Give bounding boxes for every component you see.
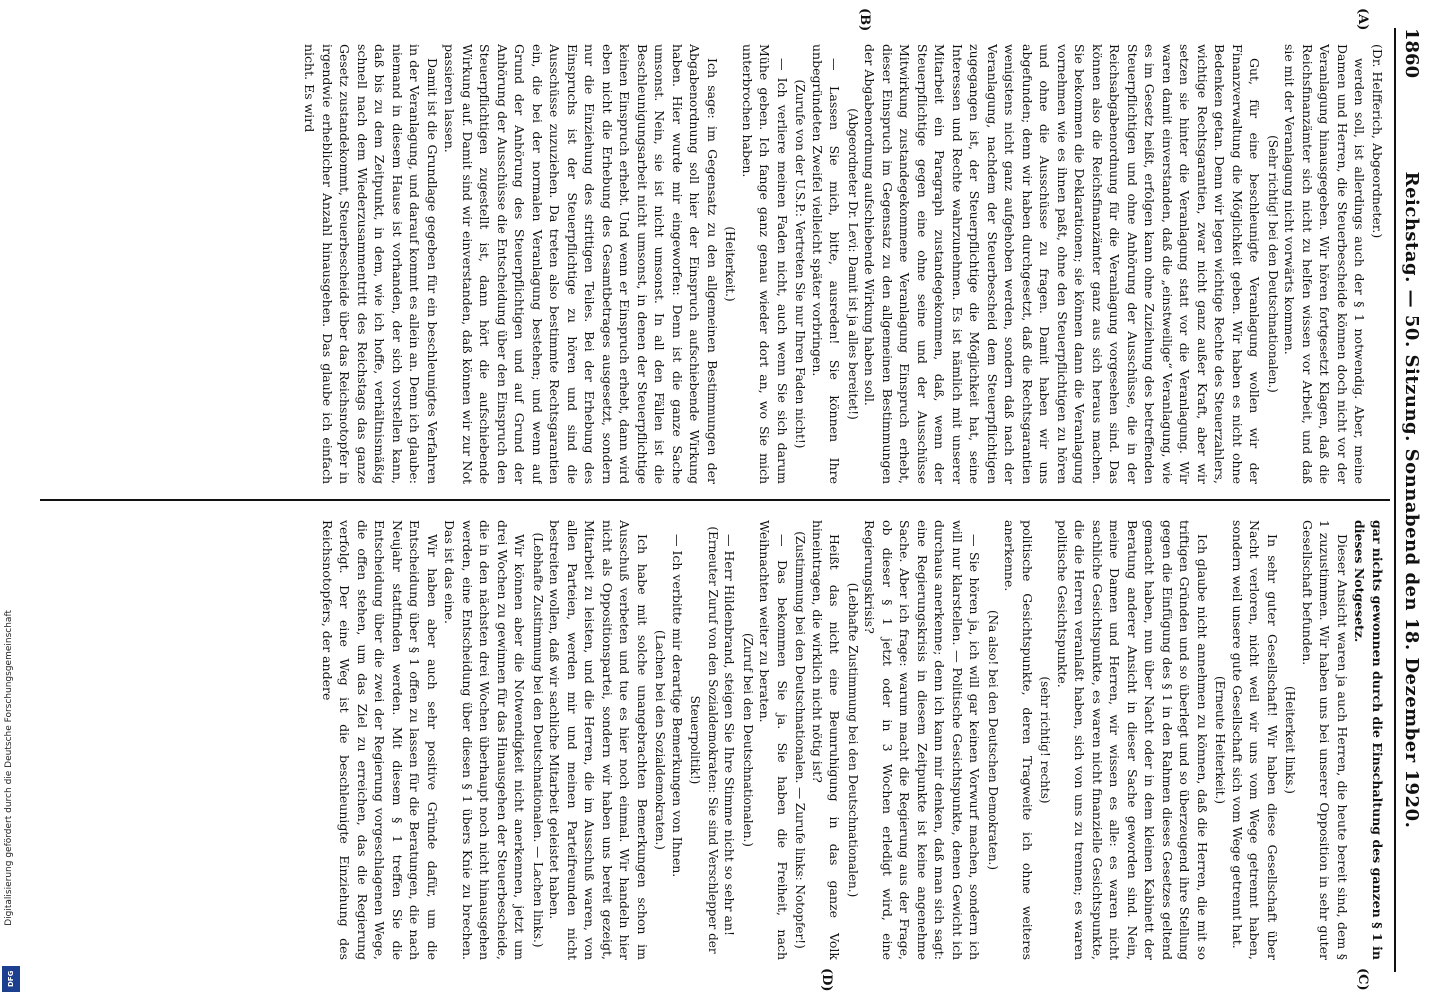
paragraph: Gut, für eine beschleunigte Veranlagung wollen wir der Finanzverwaltung die Möglichkeit geben. Wir haben es nicht ohne Bedenken getan. Denn wir legen wichtige Rechte des Steuerzahlers, wichtige Rechtsgarantien, zwar nicht ganz außer Kraft, aber wir setzen sie hinter die Veranlagung statt vor die Veranlagung. Wir waren damit einverstanden, daß die „einstweilige“ Veranlagung, wie es im Gesetz heißt, erfolgen kann ohne Zuziehung des betreffenden Steuerpflichtigen und ohne Anhörung der Ausschüsse, die in der Reichsabgabenordnung für die Veranlagung vorgesehen sind. Das können also die Reichsfinanzämter ganz aus sich heraus machen. Sie bekommen die Deklarationen; sie können dann die Veranlagung vornehmen wie es ihnen paßt, ohne den Steuerpflichtigen zu hören und ohne die Ausschüsse zu fragen. Damit haben wir uns abgefunden; denn wir haben durchgesetzt, daß die Rechtsgarantien wenigstens nicht ganz aufgehoben werden, sondern daß nach der Veranlagung, nachdem der Steuerbescheid dem Steuerpflichtigen zugegangen ist, der Steuerpflichtige die Möglichkeit hat, seine Interessen und Rechte wahrzunehmen. Es ist nämlich mit unserer Mitarbeit ein Paragraph zustandegekommen, daß, wenn der Steuerpflichtige gegen eine ohne seine und der Ausschüsse Mitwirkung zustandegekommene Veranlagung Einspruch erhebt, dieser Einspruch im Gegensatz zu den allgemeinen Bestimmungen der Abgabenordnung aufschiebende Wirkung haben soll. bbox=[862, 44, 1263, 484]
interjection: (Lebhafte Zustimmung bei den Deutschnationalen.) bbox=[846, 582, 860, 898]
interjection: (Abgeordneter Dr. Levi: Damit ist ja alles bereitet!) bbox=[846, 108, 860, 420]
interjection: (Heiterkeit links.) bbox=[1283, 686, 1298, 794]
paragraph: Damit ist die Grundlage gegeben für ein beschleunigtes Verfahren in der Veranlagung, und darauf kommt es allein an. Denn ich glaube: niemand in diesem Hause ist vorhanden, der sich vorstellen kann, daß bis zu dem Zeitpunkt, in dem, wie ich hoffe, verhältnismäßig schnell nach dem Wiederzusammentritt des Reichstags das ganze Gesetz zustandekommt, Steuerbescheide über das Reichsnotopfer in irgendwie erheblicher Anzahl hinausgehen. Das glaube ich einfach nicht. Es wird bbox=[302, 44, 440, 484]
paragraph: politische Gesichtspunkte, deren Tragweite ich ohne weiteres anerkenne. bbox=[1002, 520, 1035, 960]
margin-letter-b: (B) bbox=[857, 8, 872, 32]
running-head: Reichstag. — 50. Sitzung. Sonnabend den 18. Dezember 1920. bbox=[1401, 171, 1422, 829]
margin-letter-c: (C) bbox=[1355, 968, 1370, 991]
paragraph: — Lassen Sie mich, bitte, ausreden! Sie können Ihre unbegründeten Zweifel vielleicht später vorbringen. bbox=[810, 44, 843, 484]
page-header bbox=[1394, 28, 1426, 972]
dfg-logo: DFG bbox=[2, 966, 20, 992]
paragraph: — Sie hören ja, ich will gar keinen Vorwurf machen, sondern ich will nur klarstellen. — Politische Gesichtspunkte, denen Gewicht ich durchaus anerkenne; denn ich kann mir denken, daß man sich sagt: eine Regierungskrisis in diesem Zeitpunkte ist keine angenehme Sache. Aber ich frage: warum macht die Regierung aus der Frage, ob dieser § 1 jetzt oder in 3 Wochen erledigt wird, eine Regierungskrisis? bbox=[862, 520, 983, 960]
interjection: (Lachen bei den Sozialdemokraten.) bbox=[653, 630, 668, 850]
document-page bbox=[20, 0, 1434, 1000]
page-number: 1860 bbox=[1401, 28, 1422, 79]
speaker-line: (Dr. Helfferich, Abgeordneter.) bbox=[1370, 44, 1385, 239]
margin-letter-a: (A) bbox=[1355, 8, 1370, 31]
paragraph: — Das bekommen Sie ja. Sie haben die Freiheit, nach Weihnachten weiter zu beraten. bbox=[757, 520, 790, 960]
paragraph: Ich habe mit solche unangebrachten Bemerkungen schon im Ausschuß verbeten und tue es hier noch einmal. Wir handeln hier nicht als Oppositionspartei, sondern wir haben uns bereit gezeigt, Mitarbeit zu leisten, und die Herren, die im Ausschuß waren, von allen Parteien, werden mir und meinen Parteifreunden nicht bestreiten wollen, daß wir sachliche Mitarbeit geleistet haben. bbox=[547, 520, 650, 960]
interjection: (Zuruf bei den Deutschnationalen.) bbox=[741, 633, 755, 847]
paragraph: Wir haben aber auch sehr positive Gründe dafür, um die Entscheidung über § 1 offen zu lassen für die Beratungen, die nach Neujahr stattfinden werden. Mit diesem § 1 treffen Sie die Entscheidung über die zwei der Regierung vorgeschlagenen Wege, die offen stehen, um das Ziel zu erreichen, das die Regierung verfolgt. Der eine Weg ist die beschleunigte Einziehung des Reichsnotopfers, der andere bbox=[320, 520, 440, 960]
paragraph: Ich sage: im Gegensatz zu den allgemeinen Bestimmungen der Abgabenordnung soll hier der Einspruch aufschiebende Wirkung haben. Hier wurde mir eingeworfen: Denn ist die ganze Sache umsonst. Nein, sie ist nicht umsonst. In all den Fällen ist die Beschleunigungsarbeit nicht umsonst, in denen der Steuerpflichtige keinen Einspruch erhebt. Und wenn er Einspruch erhebt, dann wird eben nicht die Erhebung des Gesamtbetrages ausgesetzt, sondern nur die Einziehung des strittigen Teiles. Bei der Erhebung des Einspruchs ist der Steuerpflichtige zu hören und sind die Ausschüsse zuzuziehen. Da treten also bestimmte Rechtsgarantien ein, die bei der normalen Veranlagung bestehen; und wenn auf Grund der Anhörung des Steuerpflichtigen und auf Grund der Anhörung der Ausschüsse die Entscheidung über den Einspruch den Steuerpflichtigen zugestellt ist, dann hört die aufschiebende Wirkung auf. Damit sind wir einverstanden, daß können wir zur Not passieren lassen. bbox=[442, 44, 720, 484]
right-column bbox=[46, 520, 1386, 960]
paragraph: — Herr Hildenbrand, steigen Sie Ihre Stimme nicht so sehr an! bbox=[722, 534, 738, 937]
paragraph: Heißt das nicht eine Beunruhigung in das ganze Volk hineintragen, die wirklich nicht nötig ist? bbox=[810, 520, 843, 960]
digitization-credit: Digitalisierung gefördert durch die Deutsche Forschungsgemeinschaft bbox=[4, 610, 14, 926]
paragraph: Dieser Ansicht waren ja auch Herren, die heute bereit sind, dem § 1 zuzustimmen. Wir haben uns bei unserer Opposition in sehr guter Gesellschaft befunden. bbox=[1300, 520, 1350, 960]
paragraph: werden soll, ist allerdings auch der § 1 notwendig. Aber, meine Damen und Herren, die Steuerbescheide können doch nicht vor der Veranlagung hinausgegeben. Wir hören fortgesetzt Klagen, daß die Reichsfinanzämter sich nicht zu helfen wissen vor Arbeit, und daß sie mit der Veranlagung nicht vorwärts kommen. bbox=[1282, 44, 1368, 484]
interjection: (Erneuter Zuruf von den Sozialdemokraten: Sie sind Verschlepper der Steuerpolitik!) bbox=[688, 526, 720, 954]
paragraph: Wir können aber die Notwendigkeit nicht anerkennen, jetzt um drei Wochen zu gewinnen für das Hinausgehen der Steuerbescheide, die in den nächsten drei Wochen überhaupt noch nicht hinausgehen werden, eine Entscheidung über diesen § 1 übers Knie zu brechen. Das ist das eine. bbox=[442, 520, 528, 960]
paragraph: gar nichts gewonnen durch die Einschaltung des ganzen § 1 in dieses Notgesetz. bbox=[1352, 520, 1385, 960]
paragraph: In sehr guter Gesellschaft! Wir haben diese Gesellschaft über Nacht verloren, nicht weil wir uns vom Wege getrennt haben, sondern weil unsere gute Gesellschaft sich vom Wege getrennt hat. bbox=[1230, 520, 1280, 960]
side-note bbox=[0, 0, 26, 1000]
interjection: (Zurufe von der U.S.P.: Vertreten Sie nur Ihren Faden nicht!) bbox=[793, 79, 808, 449]
paragraph: — Ich verliere meinen Faden nicht, auch wenn Sie sich darum Mühe geben. Ich fange ganz genau wieder dort an, wo Sie mich unterbrochen haben. bbox=[740, 44, 790, 484]
interjection: (Na also! bei den Deutschen Demokraten.) bbox=[986, 609, 1000, 871]
interjection: (Lebhafte Zustimmung bei den Deutschnationalen. — Lachen links.) bbox=[531, 532, 545, 948]
interjection: (sehr richtig! rechts) bbox=[1038, 676, 1053, 804]
paragraph: Ich glaube nicht annehmen zu können, daß die Herren, die mit so triftigen Gründen und so überlegt und so überzeugend ihre Stellung gegen die Einfügung des § 1 in den Rahmen dieses Gesetzes geltend gemacht haben, nun über Nacht oder in dem kleinen Kabinett der Beratung anderer Ansicht in dieser Sache geworden sind. Nein, meine Damen und Herren, wir wissen es alle: es waren nicht sachliche Gesichtspunkte, es waren nicht finanzielle Gesichtspunkte, die die Herren veranlaßt haben, sich von uns zu trennen; es waren politische Gesichtspunkte. bbox=[1055, 520, 1210, 960]
interjection: (Sehr richtig! bei den Deutschnationalen.) bbox=[1266, 135, 1280, 393]
interjection: (Zustimmung bei den Deutschnationalen. — Zurufe links: Notopfer!) bbox=[793, 531, 808, 949]
interjection: (Erneute Heiterkeit.) bbox=[1213, 675, 1228, 805]
interjection: (Heiterkeit.) bbox=[723, 226, 738, 302]
margin-letter-d: (D) bbox=[819, 968, 834, 992]
column-divider bbox=[40, 499, 1390, 501]
paragraph: — Ich verbitte mir derartige Bemerkungen von Ihnen. bbox=[670, 534, 685, 878]
left-column bbox=[46, 44, 1386, 484]
